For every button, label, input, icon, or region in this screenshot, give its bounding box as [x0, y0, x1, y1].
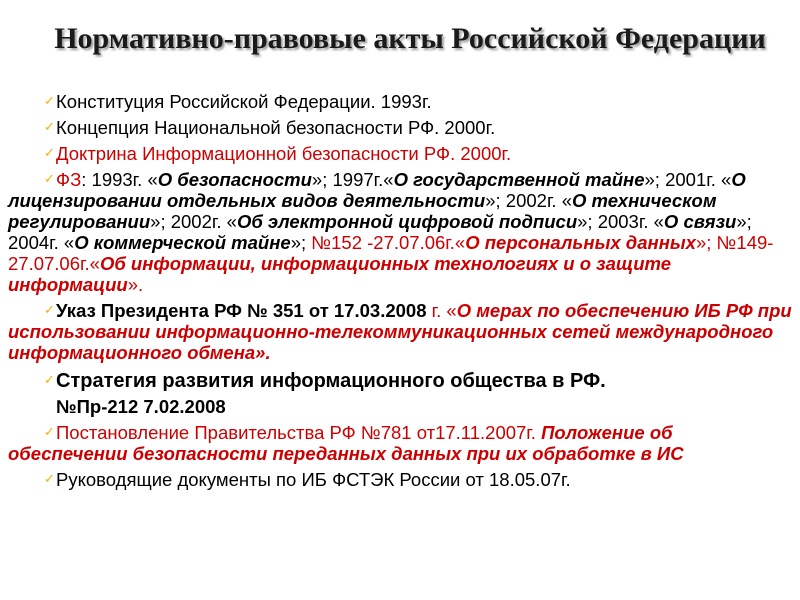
law-tech-regulation: О техническом регулировании — [8, 190, 717, 232]
doctrine-text: Доктрина Информационной безопасности РФ. 2000г. — [56, 143, 512, 164]
list-item-constitution — [8, 90, 792, 112]
strategy-text: Стратегия развития информационного общества в РФ. — [56, 370, 606, 392]
resolution-text: Постановление Правительства РФ №781 от17.11.2007г. — [56, 422, 542, 443]
list-item-concept — [8, 116, 792, 138]
checkmark-icon: ✓ — [44, 372, 55, 387]
fz-text: »; 1997г.« — [311, 169, 394, 190]
law-licensing: О лицензировании отдельных видов деятельности — [8, 169, 746, 211]
checkmark-icon: ✓ — [44, 171, 55, 186]
fz-text: »; 2004г. « — [8, 211, 752, 253]
law-personal-data: О персональных данных — [465, 232, 696, 253]
constitution-text: Конституция Российской Федерации. 1993г. — [56, 91, 432, 112]
law-149-number: »; №149-27.07.06г.« — [8, 232, 774, 274]
law-security: О безопасности — [157, 169, 312, 190]
decree-title: О мерах по обеспечению ИБ РФ при использовании информационно-телекоммуникационных сетей международного информационного обмена». — [8, 300, 792, 363]
fz-text: »; 2003г. « — [577, 211, 664, 232]
concept-text: Концепция Национальной безопасности РФ. 2000г. — [56, 117, 496, 138]
law-152-number: №152 -27.07.06г.« — [311, 232, 466, 253]
checkmark-icon: ✓ — [44, 119, 55, 134]
slide-title: Нормативно-правовые акты Российской Федерации — [54, 22, 766, 55]
checkmark-icon: ✓ — [44, 471, 55, 486]
fz-text: »; — [290, 232, 312, 253]
checkmark-icon: ✓ — [44, 302, 55, 317]
fz-label: ФЗ — [56, 169, 82, 190]
list-item-federal-laws — [8, 168, 792, 295]
list-item-resolution — [8, 421, 792, 464]
list-item-doctrine — [8, 142, 792, 164]
acts-list — [8, 90, 792, 494]
fz-text: »; 2002г. « — [485, 190, 573, 211]
law-state-secret: О государственной тайне — [393, 169, 645, 190]
fz-end: ». — [127, 274, 144, 295]
list-item-strategy — [8, 369, 792, 392]
checkmark-icon: ✓ — [44, 145, 55, 160]
fz-text: »; 2002г. « — [150, 211, 237, 232]
checkmark-icon: ✓ — [44, 93, 55, 108]
checkmark-icon: ✓ — [44, 424, 55, 439]
fz-text: : 1993г. « — [81, 169, 158, 190]
law-information: Об информации, информационных технологиях и о защите информации — [8, 253, 672, 295]
decree-year: г. « — [431, 300, 457, 321]
law-digital-signature: Об электронной цифровой подписи — [236, 211, 578, 232]
list-item-strategy-number — [8, 396, 792, 417]
resolution-title: Положение об обеспечении безопасности переданных данных при их обработке в ИС — [8, 422, 684, 464]
guides-text: Руководящие документы по ИБ ФСТЭК России от 18.05.07г. — [56, 469, 571, 490]
list-item-decree — [8, 299, 792, 363]
law-commercial-secret: О коммерческой тайне — [74, 232, 291, 253]
law-communications: О связи — [663, 211, 737, 232]
fz-text: »; 2001г. « — [644, 169, 732, 190]
strategy-number: №Пр-212 7.02.2008 — [56, 396, 226, 417]
list-item-guides — [8, 468, 792, 490]
decree-text: Указ Президента РФ № 351 от 17.03.2008 — [56, 300, 432, 321]
